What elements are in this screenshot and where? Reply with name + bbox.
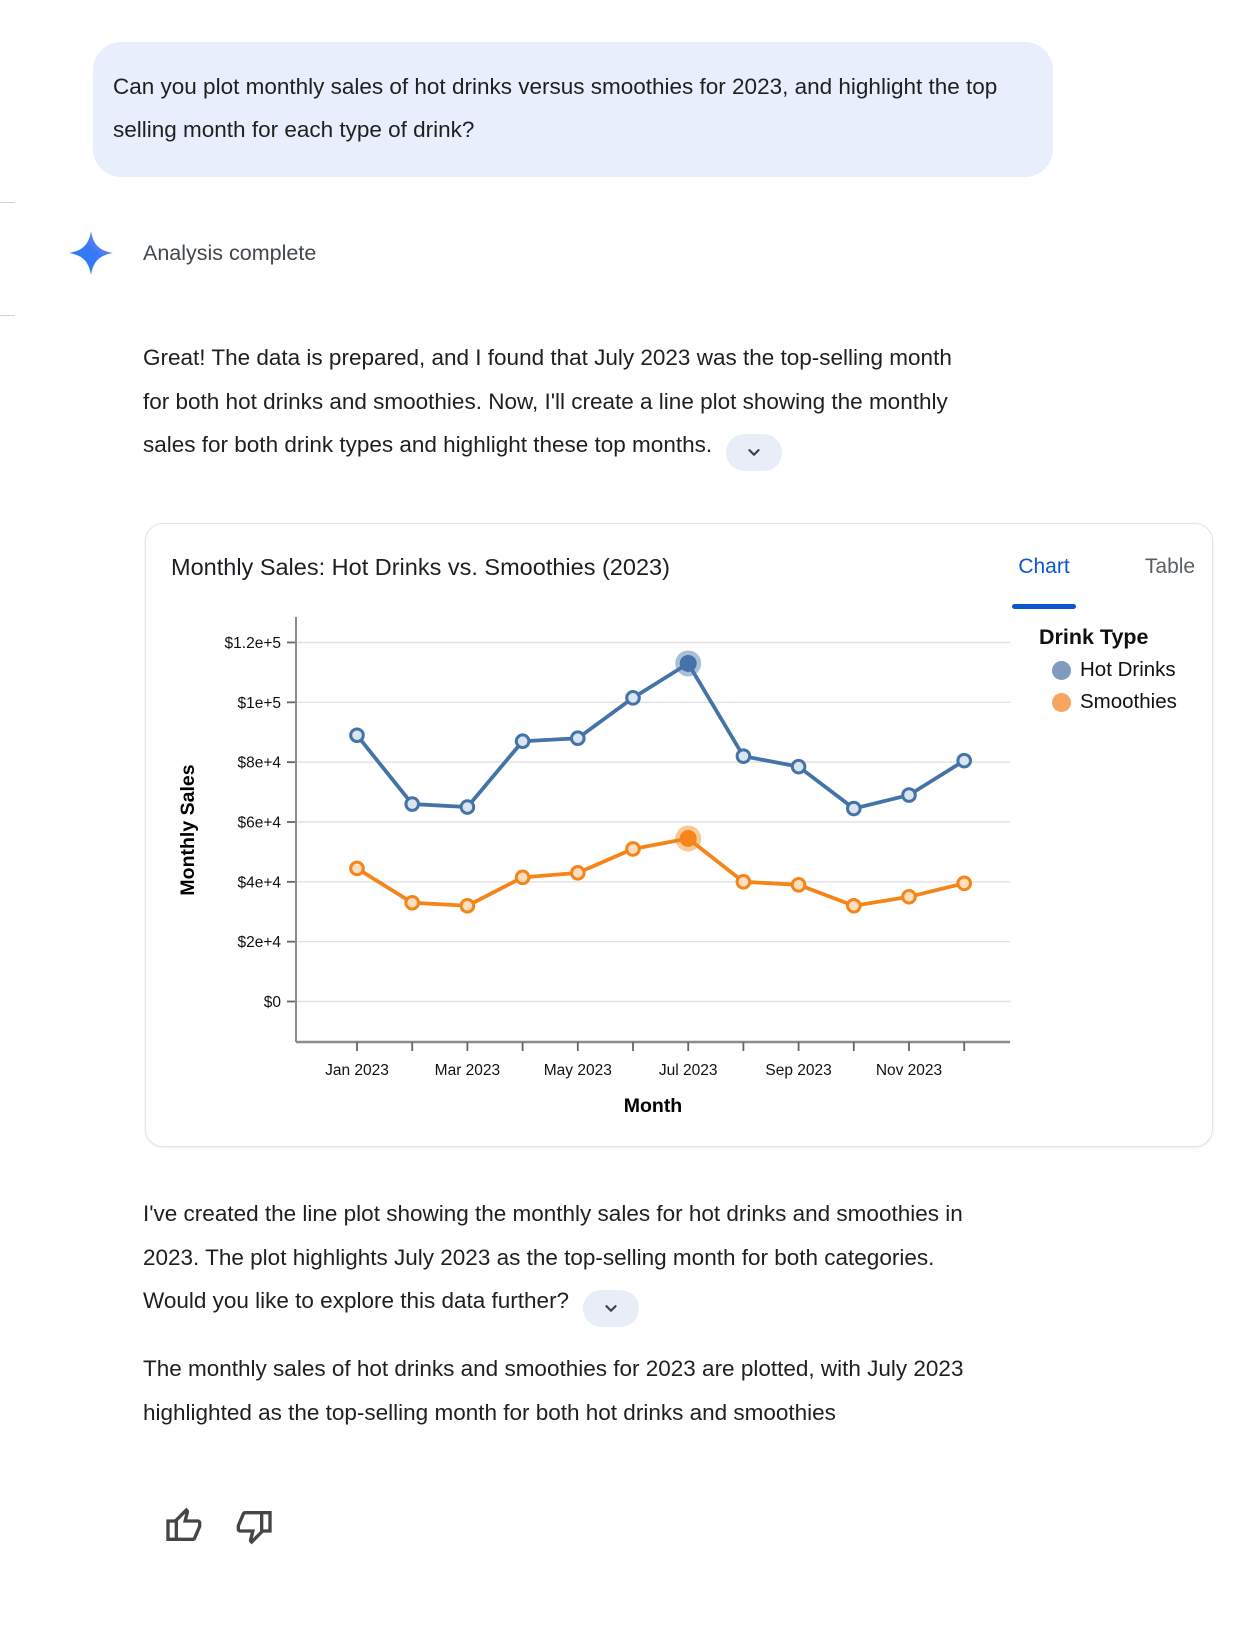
smoothies-swatch-icon (1052, 693, 1071, 712)
user-message-bubble (93, 42, 1053, 177)
marker-smoothies-apr-2023 (516, 871, 529, 884)
series-line-smoothies (357, 838, 964, 905)
expand-response-button[interactable] (583, 1290, 639, 1327)
expand-steps-button[interactable] (726, 434, 782, 471)
marker-hot-drinks-jan-2023 (351, 729, 364, 742)
marker-smoothies-feb-2023 (406, 896, 419, 909)
marker-smoothies-jun-2023 (627, 843, 640, 856)
marker-smoothies-oct-2023 (848, 899, 861, 912)
tab-chart[interactable]: Chart (1006, 555, 1082, 579)
marker-hot-drinks-sep-2023 (792, 760, 805, 773)
marker-hot-drinks-apr-2023 (516, 735, 529, 748)
assistant-text-line: sales for both drink types and highlight these top months. (143, 432, 713, 457)
thumb-down-button[interactable] (232, 1504, 278, 1550)
x-tick-label: Nov 2023 (875, 1062, 943, 1079)
assistant-text-line: Great! The data is prepared, and I found that July 2023 was the top-selling month (143, 345, 952, 370)
y-tick-label: $8e+4 (237, 754, 281, 772)
marker-smoothies-sep-2023 (792, 879, 805, 892)
y-tick-label: $1.2e+5 (224, 634, 281, 652)
y-tick-label: $4e+4 (237, 874, 281, 892)
y-tick-label: $0 (263, 994, 281, 1011)
x-tick-label: Sep 2023 (765, 1062, 832, 1079)
assistant-text-line: Would you like to explore this data further? (143, 1288, 570, 1313)
assistant-message-2 (143, 1192, 1203, 1327)
thumb-up-button[interactable] (160, 1504, 206, 1550)
user-message-text: Can you plot monthly sales of hot drinks versus smoothies for 2023, and (113, 74, 833, 99)
hot-drinks-swatch-icon (1052, 661, 1071, 680)
highlight-marker-smoothies-jul-2023 (680, 830, 697, 847)
marker-hot-drinks-aug-2023 (737, 750, 750, 763)
tab-table[interactable]: Table (1132, 555, 1208, 579)
chart-card-title: Monthly Sales: Hot Drinks vs. Smoothies (2023) (171, 554, 670, 580)
assistant-text-line: for both hot drinks and smoothies. Now, I'll create a line plot showing the monthly (143, 388, 948, 414)
chevron-down-icon (743, 441, 765, 463)
thumb-up-icon (163, 1506, 203, 1546)
marker-hot-drinks-may-2023 (572, 732, 585, 745)
highlight-marker-hot-drinks-jul-2023 (680, 655, 697, 672)
chart-card (145, 523, 1213, 1147)
y-tick-label: $6e+4 (237, 814, 281, 832)
legend-label: Hot Drinks (1080, 658, 1176, 681)
feedback-toolbar (160, 1504, 278, 1550)
marker-hot-drinks-jun-2023 (627, 692, 640, 705)
assistant-text-line: The monthly sales of hot drinks and smoothies for 2023 are plotted, with July 2023 (143, 1356, 964, 1381)
y-axis-title: Monthly Sales (177, 764, 199, 896)
assistant-message-3 (143, 1347, 1203, 1434)
marker-smoothies-jan-2023 (351, 862, 364, 875)
user-message-text: highlight the top selling month for each type of drink? (113, 74, 998, 142)
y-tick-label: $2e+4 (237, 934, 281, 952)
marker-hot-drinks-nov-2023 (903, 789, 916, 802)
x-tick-label: Mar 2023 (434, 1062, 501, 1079)
gemini-sparkle-icon (68, 230, 114, 276)
assistant-text-line: I've created the line plot showing the monthly sales for hot drinks and smoothies in (143, 1201, 963, 1226)
marker-hot-drinks-dec-2023 (958, 754, 971, 767)
x-tick-label: Jan 2023 (325, 1062, 389, 1079)
assistant-text-line: highlighted as the top-selling month for both hot drinks and smoothies (143, 1399, 836, 1425)
series-line-hot-drinks (357, 663, 964, 808)
x-tick-label: May 2023 (543, 1062, 612, 1079)
x-tick-label: Jul 2023 (658, 1062, 718, 1079)
analysis-status-row[interactable] (68, 230, 316, 276)
legend-item-smoothies (1039, 690, 1177, 714)
assistant-text-line: 2023. The plot highlights July 2023 as the top-selling month for both categories. (143, 1244, 935, 1270)
marker-smoothies-aug-2023 (737, 876, 750, 889)
legend-item-hot-drinks (1039, 658, 1177, 682)
thumb-down-icon (235, 1506, 275, 1546)
left-panel-divider-mark (0, 202, 15, 203)
chart-legend (1039, 625, 1177, 714)
marker-hot-drinks-feb-2023 (406, 798, 419, 811)
legend-title: Drink Type (1039, 625, 1149, 649)
analysis-status-label: Analysis complete (143, 240, 317, 265)
y-tick-label: $1e+5 (237, 694, 281, 712)
line-chart-plot (164, 596, 1036, 1131)
marker-smoothies-dec-2023 (958, 877, 971, 890)
chevron-down-icon (600, 1297, 622, 1319)
legend-label: Smoothies (1080, 690, 1177, 713)
assistant-message-1 (143, 336, 1203, 471)
marker-smoothies-mar-2023 (461, 899, 474, 912)
marker-smoothies-may-2023 (572, 867, 585, 880)
marker-hot-drinks-mar-2023 (461, 801, 474, 814)
x-axis-title: Month (623, 1095, 683, 1117)
marker-hot-drinks-oct-2023 (848, 802, 861, 815)
left-panel-divider-mark (0, 315, 15, 316)
marker-smoothies-nov-2023 (903, 890, 916, 903)
